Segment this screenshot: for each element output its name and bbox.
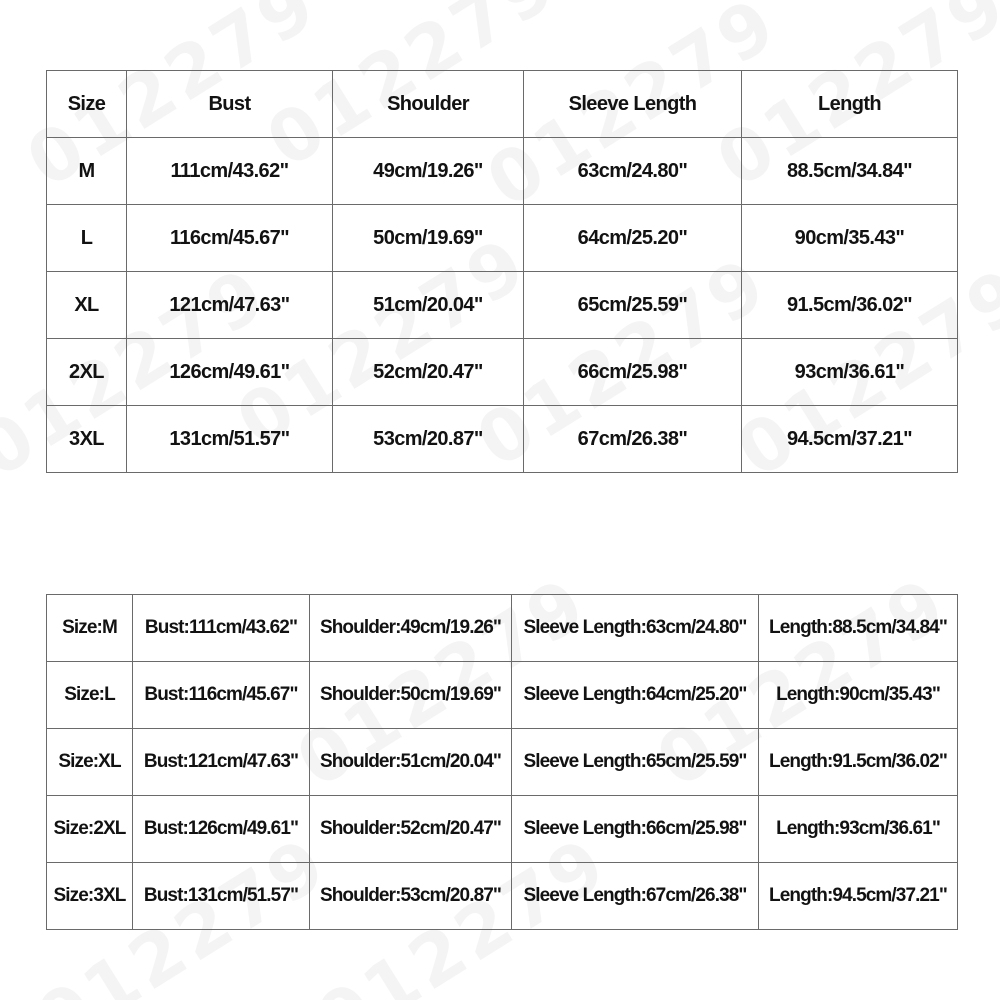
- cell-length: 91.5cm/36.02": [742, 272, 958, 339]
- cell-sleeve-length: Sleeve Length:65cm/25.59": [512, 729, 759, 796]
- size-chart-table-labeled: [46, 594, 958, 930]
- cell-bust: 131cm/51.57": [127, 406, 333, 473]
- cell-bust: 116cm/45.67": [127, 205, 333, 272]
- table-row: [47, 662, 958, 729]
- cell-sleeve-length: 67cm/26.38": [524, 406, 742, 473]
- table-row: [47, 205, 958, 272]
- cell-size: Size:M: [47, 595, 133, 662]
- cell-sleeve-length: Sleeve Length:66cm/25.98": [512, 796, 759, 863]
- cell-shoulder: 49cm/19.26": [333, 138, 524, 205]
- cell-bust: Bust:131cm/51.57": [133, 863, 310, 930]
- cell-length: Length:88.5cm/34.84": [759, 595, 958, 662]
- cell-size: Size:3XL: [47, 863, 133, 930]
- column-header-bust: Bust: [127, 71, 333, 138]
- cell-size: L: [47, 205, 127, 272]
- cell-length: Length:93cm/36.61": [759, 796, 958, 863]
- cell-length: 94.5cm/37.21": [742, 406, 958, 473]
- cell-shoulder: 52cm/20.47": [333, 339, 524, 406]
- cell-length: Length:94.5cm/37.21": [759, 863, 958, 930]
- table-row: [47, 339, 958, 406]
- cell-bust: 111cm/43.62": [127, 138, 333, 205]
- cell-bust: 121cm/47.63": [127, 272, 333, 339]
- cell-shoulder: 50cm/19.69": [333, 205, 524, 272]
- table-row: [47, 138, 958, 205]
- size-chart-table: [46, 70, 958, 473]
- cell-shoulder: Shoulder:53cm/20.87": [310, 863, 512, 930]
- cell-shoulder: Shoulder:50cm/19.69": [310, 662, 512, 729]
- cell-length: Length:90cm/35.43": [759, 662, 958, 729]
- cell-bust: 126cm/49.61": [127, 339, 333, 406]
- cell-sleeve-length: Sleeve Length:63cm/24.80": [512, 595, 759, 662]
- column-header-length: Length: [742, 71, 958, 138]
- cell-shoulder: 53cm/20.87": [333, 406, 524, 473]
- cell-length: 88.5cm/34.84": [742, 138, 958, 205]
- cell-size: 3XL: [47, 406, 127, 473]
- cell-shoulder: Shoulder:49cm/19.26": [310, 595, 512, 662]
- cell-sleeve-length: 66cm/25.98": [524, 339, 742, 406]
- table-row: [47, 796, 958, 863]
- cell-size: Size:L: [47, 662, 133, 729]
- table-row: [47, 272, 958, 339]
- cell-length: 93cm/36.61": [742, 339, 958, 406]
- cell-bust: Bust:111cm/43.62": [133, 595, 310, 662]
- cell-size: XL: [47, 272, 127, 339]
- cell-size: 2XL: [47, 339, 127, 406]
- cell-shoulder: Shoulder:52cm/20.47": [310, 796, 512, 863]
- cell-size: Size:2XL: [47, 796, 133, 863]
- column-header-size: Size: [47, 71, 127, 138]
- cell-sleeve-length: Sleeve Length:64cm/25.20": [512, 662, 759, 729]
- cell-sleeve-length: Sleeve Length:67cm/26.38": [512, 863, 759, 930]
- table-row: [47, 729, 958, 796]
- cell-bust: Bust:121cm/47.63": [133, 729, 310, 796]
- cell-size: Size:XL: [47, 729, 133, 796]
- column-header-shoulder: Shoulder: [333, 71, 524, 138]
- cell-sleeve-length: 63cm/24.80": [524, 138, 742, 205]
- cell-length: 90cm/35.43": [742, 205, 958, 272]
- table-row: [47, 595, 958, 662]
- cell-length: Length:91.5cm/36.02": [759, 729, 958, 796]
- cell-sleeve-length: 65cm/25.59": [524, 272, 742, 339]
- column-header-sleeve-length: Sleeve Length: [524, 71, 742, 138]
- table-row: [47, 406, 958, 473]
- cell-shoulder: 51cm/20.04": [333, 272, 524, 339]
- cell-sleeve-length: 64cm/25.20": [524, 205, 742, 272]
- table-header-row: [47, 71, 958, 138]
- cell-shoulder: Shoulder:51cm/20.04": [310, 729, 512, 796]
- cell-bust: Bust:126cm/49.61": [133, 796, 310, 863]
- cell-size: M: [47, 138, 127, 205]
- cell-bust: Bust:116cm/45.67": [133, 662, 310, 729]
- table-row: [47, 863, 958, 930]
